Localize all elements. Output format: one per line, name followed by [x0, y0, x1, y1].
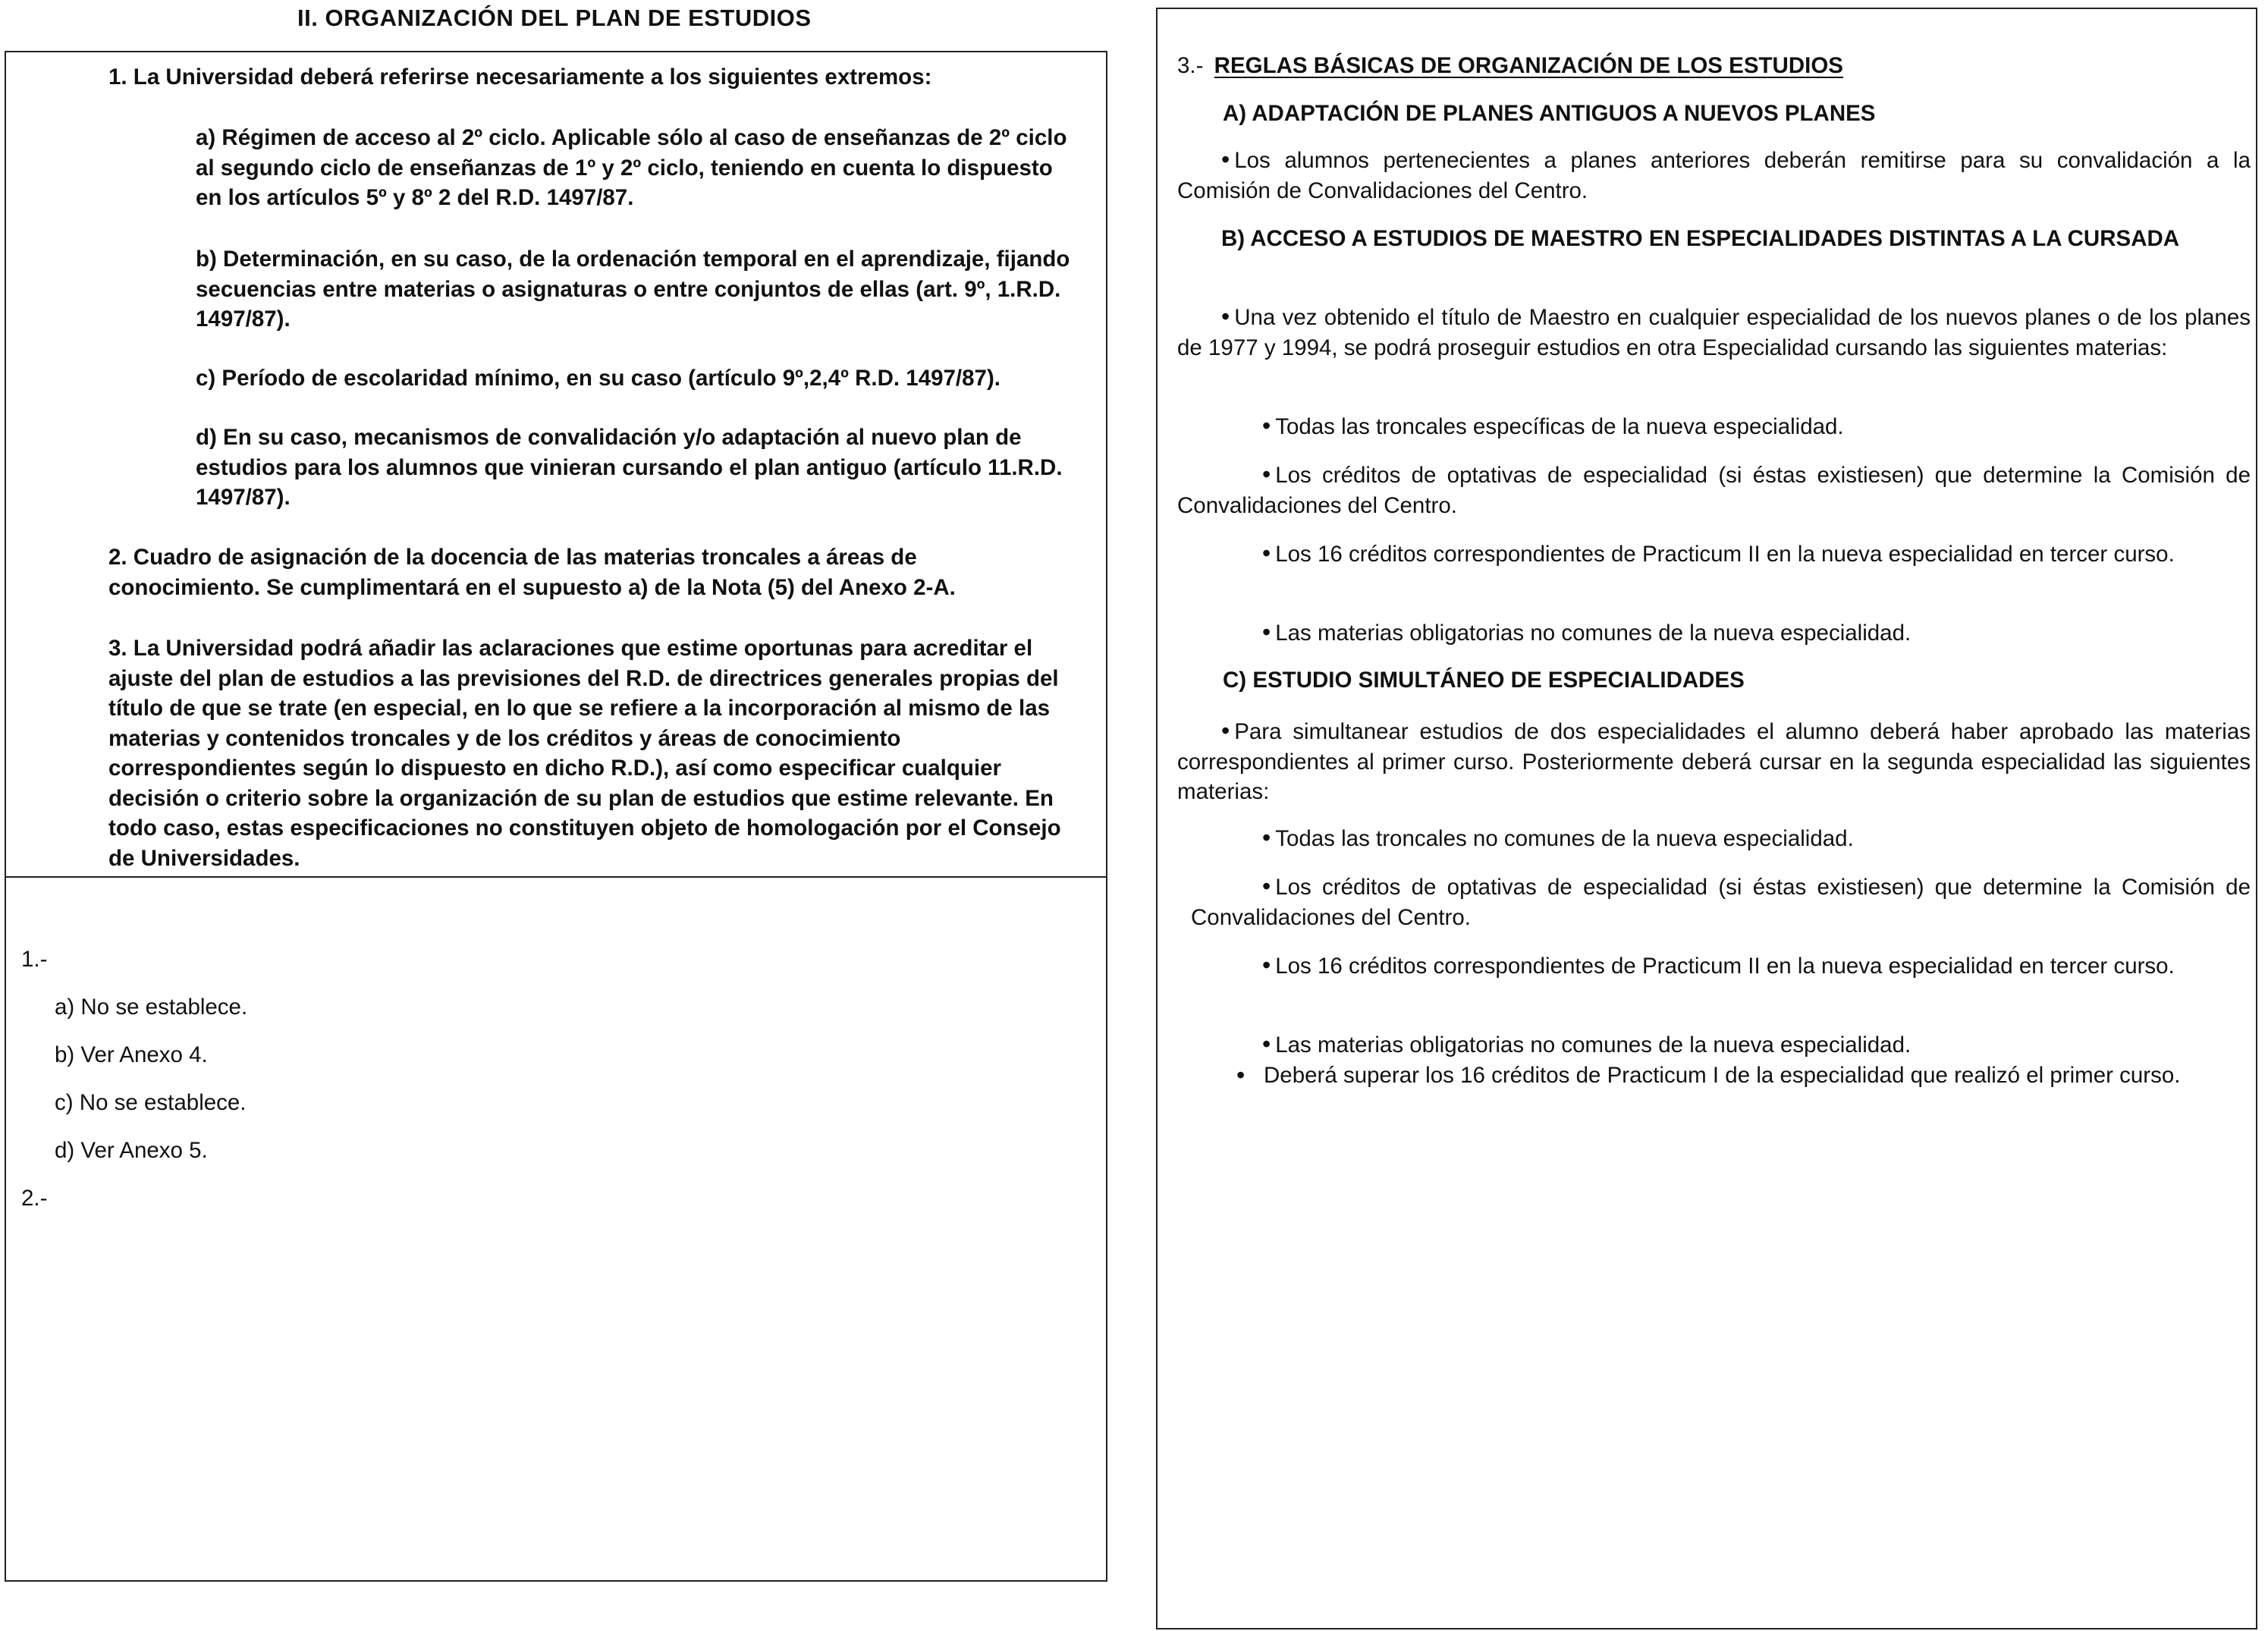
- bullet-icon: •: [1221, 146, 1230, 173]
- rules-heading: [1177, 51, 1843, 81]
- section-b-intro: • Una vez obtenido el título de Maestro en cualquier especialidad de los nuevos planes o de los planes de 1977 y 1994, se podrá proseguir estudios en otra Especialidad cursando las siguientes materias:: [1177, 303, 2251, 360]
- instruction-1: 1. La Universidad deberá referirse necesariamente a los siguientes extremos:: [108, 64, 932, 90]
- bullet-icon: •: [1221, 303, 1230, 330]
- section-a-bullet: • Los alumnos pertenecientes a planes anteriores deberán remitirse para su convalidación a la Comisión de Convalidaciones del Centro.: [1177, 146, 2251, 203]
- page-title: II. ORGANIZACIÓN DEL PLAN DE ESTUDIOS: [297, 5, 812, 31]
- rules-heading-title: REGLAS BÁSICAS DE ORGANIZACIÓN DE LOS ESTUDIOS: [1214, 53, 1843, 78]
- answer-1d: d) Ver Anexo 5.: [55, 1138, 208, 1163]
- instruction-1c: c) Período de escolaridad mínimo, en su caso (artículo 9º,2,4º R.D. 1497/87).: [196, 366, 1000, 391]
- section-c-intro: • Para simultanear estudios de dos especialidades el alumno deberá haber aprobado las materias correspondientes al primer curso. Posteriormente deberá cursar en la segunda especialidad las siguientes materias:: [1177, 717, 2251, 804]
- answer-1a: a) No se establece.: [55, 995, 248, 1020]
- answer-1c: c) No se establece.: [55, 1090, 247, 1115]
- answers-box: [5, 876, 1107, 1582]
- section-c-item: • Los créditos de optativas de especialidad (si éstas existiesen) que determine la Comisión de Convalidaciones del Centro.: [1191, 872, 2251, 930]
- instruction-1d: d) En su caso, mecanismos de convalidación y/o adaptación al nuevo plan de estudios para los alumnos que vinieran cursando el plan antiguo (artículo 11.R.D. 1497/87).: [196, 425, 1063, 510]
- section-c-title: C) ESTUDIO SIMULTÁNEO DE ESPECIALIDADES: [1223, 668, 1745, 693]
- instruction-2: 2. Cuadro de asignación de la docencia de las materias troncales a áreas de conocimiento. Se cumplimentará en el supuesto a) de la Nota (5) del Anexo 2-A.: [108, 545, 956, 600]
- instruction-1b: b) Determinación, en su caso, de la ordenación temporal en el aprendizaje, fijando secuencias entre materias o asignaturas o entre conjuntos de ellas (art. 9º, 1.R.D. 1497/87).: [196, 247, 1070, 332]
- answer-label-1: 1.-: [21, 947, 48, 972]
- answer-label-2: 2.-: [21, 1186, 48, 1211]
- bullet-icon: •: [1236, 1061, 1246, 1089]
- section-c-item: • Deberá superar los 16 créditos de Practicum I de la especialidad que realizó el primer curso.: [1264, 1061, 2242, 1091]
- section-b-item: • Los créditos de optativas de especialidad (si éstas existiesen) que determine la Comisión de Convalidaciones del Centro.: [1177, 460, 2251, 518]
- bullet-icon: •: [1221, 717, 1230, 744]
- bullet-icon: •: [1262, 824, 1271, 851]
- section-b-title: B) ACCESO A ESTUDIOS DE MAESTRO EN ESPECIALIDADES DISTINTAS A LA CURSADA: [1221, 226, 2180, 251]
- bullet-icon: •: [1262, 618, 1271, 646]
- section-c-item: • Los 16 créditos correspondientes de Practicum II en la nueva especialidad en tercer curso.: [1262, 951, 2175, 979]
- bullet-icon: •: [1262, 412, 1271, 439]
- answer-1b: b) Ver Anexo 4.: [55, 1042, 208, 1067]
- instruction-1a: a) Régimen de acceso al 2º ciclo. Aplicable sólo al caso de enseñanzas de 2º ciclo al segundo ciclo de enseñanzas de 1º y 2º ciclo, teniendo en cuenta lo dispuesto en los artículos 5º y 8º 2 del R.D. 1497/87.: [196, 125, 1067, 210]
- section-b-item: • Las materias obligatorias no comunes de la nueva especialidad.: [1262, 618, 1911, 646]
- section-b-item: • Todas las troncales específicas de la nueva especialidad.: [1262, 412, 1844, 439]
- bullet-icon: •: [1262, 460, 1271, 488]
- section-b-item: • Los 16 créditos correspondientes de Practicum II en la nueva especialidad en tercer curso.: [1262, 539, 2175, 567]
- bullet-icon: •: [1262, 539, 1271, 567]
- bullet-icon: •: [1262, 872, 1271, 900]
- section-c-item: • Las materias obligatorias no comunes de la nueva especialidad.: [1262, 1030, 1911, 1057]
- bullet-icon: •: [1262, 1030, 1271, 1057]
- section-c-item: • Todas las troncales no comunes de la nueva especialidad.: [1262, 824, 1854, 851]
- bullet-icon: •: [1262, 951, 1271, 979]
- section-a-title: A) ADAPTACIÓN DE PLANES ANTIGUOS A NUEVOS PLANES: [1223, 101, 1876, 126]
- instruction-3: 3. La Universidad podrá añadir las aclaraciones que estime oportunas para acreditar el ajuste del plan de estudios a las previsiones del R.D. de directrices generales propias del título de que se trate (en especial, en lo que se refiere a la incorporación al mismo de las materias y contenidos troncales y de los créditos y áreas de conocimiento correspondientes según lo dispuesto en dicho R.D.), así como especificar cualquier decisión o criterio sobre la organización de su plan de estudios que estime relevante. En todo caso, estas especificaciones no constituyen objeto de homologación por el Consejo de Universidades.: [108, 636, 1061, 871]
- rules-heading-number: 3.-: [1177, 53, 1204, 78]
